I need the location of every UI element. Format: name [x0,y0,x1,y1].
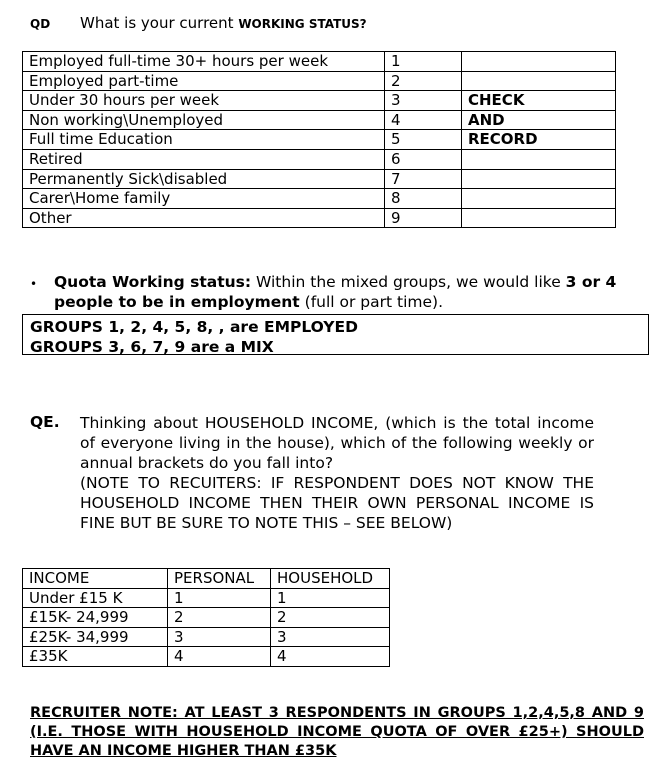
status-note [462,189,616,209]
status-label: Retired [23,149,385,169]
table-row [23,588,390,608]
personal-code: 3 [168,627,271,647]
status-label: Other [23,208,385,228]
status-code: 3 [385,91,462,111]
quota-text-2: (full or part time). [299,293,444,311]
recruiter-note: RECRUITER NOTE: AT LEAST 3 RESPONDENTS IN GROUPS 1,2,4,5,8 AND 9 (I.E. THOSE WITH HOUSEHOLD INCOME QUOTA OF OVER £25+) SHOULD HAVE AN INCOME HIGHER THAN £35K [30,705,644,759]
table-row [23,208,616,228]
income-bracket: £35K [23,647,168,667]
household-code: 2 [271,608,390,628]
table-row [23,149,616,169]
qe-question [80,413,594,533]
income-bracket: £25K- 34,999 [23,627,168,647]
header-income: INCOME [23,569,168,589]
header-household: HOUSEHOLD [271,569,390,589]
status-note [462,71,616,91]
income-bracket: Under £15 K [23,588,168,608]
bullet-icon: • [30,277,38,291]
groups-line-mix: GROUPS 3, 6, 7, 9 are a MIX [30,338,274,356]
header-personal: PERSONAL [168,569,271,589]
groups-box [22,314,649,355]
table-row [23,71,616,91]
status-code: 2 [385,71,462,91]
household-code: 1 [271,588,390,608]
qd-question-caps: WORKING STATUS? [238,17,367,31]
status-label: Employed full-time 30+ hours per week [23,52,385,72]
status-note: RECORD [462,130,616,150]
qd-question [80,14,367,32]
table-header-row [23,569,390,589]
status-note [462,149,616,169]
quota-paragraph [54,272,644,312]
table-row [23,110,616,130]
table-row [23,647,390,667]
personal-code: 4 [168,647,271,667]
table-row [23,91,616,111]
working-status-table [22,51,616,228]
quota-text-1: Within the mixed groups, we would like [251,273,566,291]
quota-lead: Quota Working status: [54,273,252,291]
status-label: Full time Education [23,130,385,150]
quota-bold-mid: 3 or 4 people to be in employment [54,273,617,311]
household-code: 4 [271,647,390,667]
household-code: 3 [271,627,390,647]
status-label: Non working\Unemployed [23,110,385,130]
qe-label: QE. [30,413,60,431]
groups-line-employed: GROUPS 1, 2, 4, 5, 8, , are EMPLOYED [30,318,358,336]
status-code: 8 [385,189,462,209]
qd-question-text: What is your current [80,14,239,32]
status-note [462,208,616,228]
personal-code: 1 [168,588,271,608]
table-row [23,627,390,647]
status-code: 9 [385,208,462,228]
table-row [23,130,616,150]
personal-code: 2 [168,608,271,628]
status-label: Under 30 hours per week [23,91,385,111]
table-row [23,189,616,209]
status-code: 4 [385,110,462,130]
table-row [23,169,616,189]
status-note: AND [462,110,616,130]
status-note: CHECK [462,91,616,111]
qe-question-text: Thinking about HOUSEHOLD INCOME, (which is the total income of everyone living in the house), which of the following weekly or annual brackets do you fall into? [80,414,594,472]
status-code: 6 [385,149,462,169]
qe-recruiter-note: (NOTE TO RECUITERS: IF RESPONDENT DOES NOT KNOW THE HOUSEHOLD INCOME THEN THEIR OWN PERSONAL INCOME IS FINE BUT BE SURE TO NOTE THIS – SEE BELOW) [80,474,594,532]
status-code: 5 [385,130,462,150]
status-note [462,169,616,189]
status-code: 7 [385,169,462,189]
status-label: Carer\Home family [23,189,385,209]
income-table [22,568,390,667]
qd-label: QD [30,17,51,31]
status-note [462,52,616,72]
table-row [23,52,616,72]
table-row [23,608,390,628]
income-bracket: £15K- 24,999 [23,608,168,628]
status-code: 1 [385,52,462,72]
status-label: Permanently Sick\disabled [23,169,385,189]
status-label: Employed part-time [23,71,385,91]
